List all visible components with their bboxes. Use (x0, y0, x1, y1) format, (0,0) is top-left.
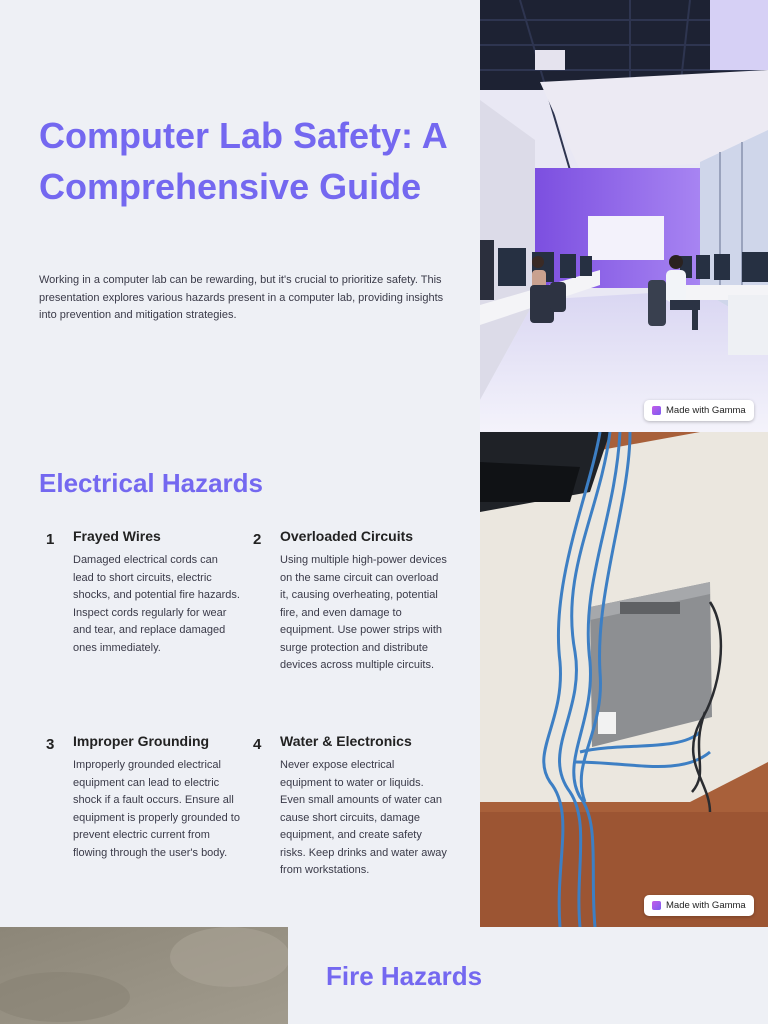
item-number: 3 (46, 736, 55, 753)
item-body: Never expose electrical equipment to water or liquids. Even small amounts of water can cause short circuits, damage equipment, and create safety risks. Keep drinks and water away from workstations. (280, 759, 447, 876)
item-body: Using multiple high-power devices on the same circuit can overload it, causing overheating, potential fire, and even damage to equipment. Use power strips with surge protection and distribute devices across multiple circuits. (280, 554, 447, 671)
cables-photo (480, 432, 768, 927)
badge-label: Made with Gamma (666, 405, 746, 416)
slide-fire-hazards (0, 927, 768, 1024)
tangled-cables-illustration (480, 432, 768, 927)
computer-lab-photo (480, 0, 768, 432)
item-title: Improper Grounding (73, 733, 210, 749)
item-body: Improperly grounded electrical equipment can lead to electric shock if a fault occurs. Ensure all equipment is properly grounded to prevent electric current from flowing through the user's body. (73, 759, 240, 859)
section-title: Fire Hazards (326, 961, 483, 991)
slide-intro (0, 0, 768, 432)
computer-lab-illustration (480, 0, 768, 432)
made-with-gamma-badge[interactable] (644, 400, 754, 421)
badge-label: Made with Gamma (666, 900, 746, 911)
textured-wall-illustration (0, 927, 288, 1024)
item-title: Frayed Wires (73, 528, 161, 544)
item-title: Overloaded Circuits (280, 528, 414, 544)
section-title: Electrical Hazards (39, 468, 264, 498)
slide-electrical-hazards (0, 432, 768, 927)
wall-photo (0, 927, 288, 1024)
gamma-logo-icon (652, 901, 661, 910)
gamma-logo-icon (652, 406, 661, 415)
intro-paragraph: Working in a computer lab can be rewarding, but it's crucial to prioritize safety. This presentation explores various hazards present in a computer lab, providing insights into prevention and mitigation strategies. (39, 274, 444, 321)
page-title: Computer Lab Safety: A Comprehensive Guide (39, 115, 447, 207)
item-body: Damaged electrical cords can lead to short circuits, electric shocks, and potential fire hazards. Inspect cords regularly for wear and tear, and replace damaged ones immediately. (73, 554, 240, 654)
made-with-gamma-badge[interactable] (644, 895, 754, 916)
item-title: Water & Electronics (280, 733, 412, 749)
item-number: 4 (253, 736, 262, 753)
item-number: 2 (253, 531, 262, 548)
item-number: 1 (46, 531, 55, 548)
